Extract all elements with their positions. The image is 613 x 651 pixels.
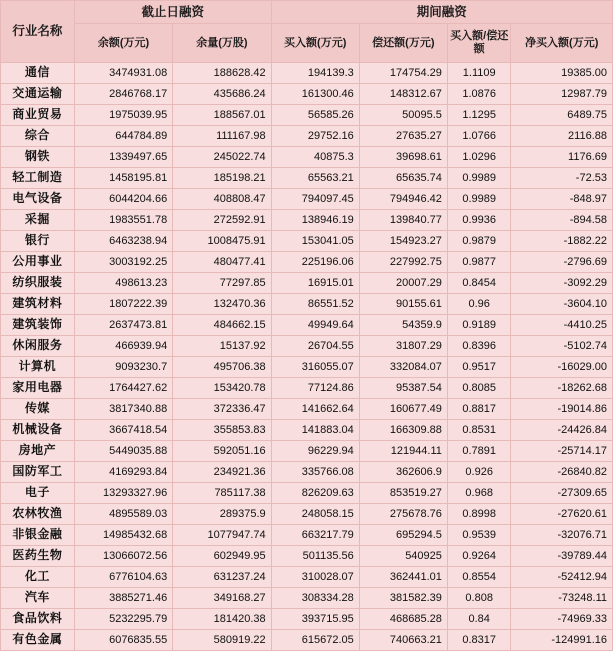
cell-buy-amount: 308334.28 xyxy=(271,588,359,609)
cell-buy-repay-ratio: 0.9879 xyxy=(447,231,511,252)
cell-repay-amount: 740663.21 xyxy=(359,630,447,651)
cell-shares: 785117.38 xyxy=(173,483,271,504)
cell-industry-name: 医药生物 xyxy=(1,546,75,567)
cell-repay-amount: 332084.07 xyxy=(359,357,447,378)
cell-buy-repay-ratio: 0.808 xyxy=(447,588,511,609)
cell-balance: 3667418.54 xyxy=(74,420,172,441)
cell-repay-amount: 166309.88 xyxy=(359,420,447,441)
table-row xyxy=(1,546,613,567)
cell-industry-name: 采掘 xyxy=(1,210,75,231)
table-row xyxy=(1,84,613,105)
table-row xyxy=(1,630,613,651)
cell-shares: 435686.24 xyxy=(173,84,271,105)
table-row xyxy=(1,357,613,378)
cell-shares: 77297.85 xyxy=(173,273,271,294)
cell-repay-amount: 362606.9 xyxy=(359,462,447,483)
cell-net-buy-amount: -3604.10 xyxy=(511,294,613,315)
cell-net-buy-amount: -19014.86 xyxy=(511,399,613,420)
cell-net-buy-amount: 6489.75 xyxy=(511,105,613,126)
cell-net-buy-amount: -24426.84 xyxy=(511,420,613,441)
table-row xyxy=(1,483,613,504)
cell-buy-repay-ratio: 1.0766 xyxy=(447,126,511,147)
table-row xyxy=(1,315,613,336)
cell-buy-repay-ratio: 0.96 xyxy=(447,294,511,315)
cell-net-buy-amount: -26840.82 xyxy=(511,462,613,483)
cell-industry-name: 通信 xyxy=(1,63,75,84)
cell-shares: 580919.22 xyxy=(173,630,271,651)
cell-buy-repay-ratio: 1.0296 xyxy=(447,147,511,168)
cell-industry-name: 钢铁 xyxy=(1,147,75,168)
cell-repay-amount: 50095.5 xyxy=(359,105,447,126)
cell-net-buy-amount: -32076.71 xyxy=(511,525,613,546)
table-body xyxy=(1,63,613,651)
cell-repay-amount: 139840.77 xyxy=(359,210,447,231)
table-row xyxy=(1,252,613,273)
cell-net-buy-amount: 2116.88 xyxy=(511,126,613,147)
cell-buy-amount: 225196.06 xyxy=(271,252,359,273)
cell-repay-amount: 468685.28 xyxy=(359,609,447,630)
cell-net-buy-amount: -3092.29 xyxy=(511,273,613,294)
cell-repay-amount: 121944.11 xyxy=(359,441,447,462)
table-row xyxy=(1,189,613,210)
cell-repay-amount: 54359.9 xyxy=(359,315,447,336)
cell-net-buy-amount: -25714.17 xyxy=(511,441,613,462)
cell-buy-repay-ratio: 1.1109 xyxy=(447,63,511,84)
cell-buy-repay-ratio: 0.8817 xyxy=(447,399,511,420)
cell-balance: 1458195.81 xyxy=(74,168,172,189)
cell-buy-amount: 77124.86 xyxy=(271,378,359,399)
cell-shares: 355853.83 xyxy=(173,420,271,441)
cell-net-buy-amount: -52412.94 xyxy=(511,567,613,588)
cell-buy-amount: 248058.15 xyxy=(271,504,359,525)
cell-net-buy-amount: -894.58 xyxy=(511,210,613,231)
cell-industry-name: 综合 xyxy=(1,126,75,147)
cell-industry-name: 商业贸易 xyxy=(1,105,75,126)
cell-shares: 188567.01 xyxy=(173,105,271,126)
cell-repay-amount: 794946.42 xyxy=(359,189,447,210)
cell-buy-amount: 141662.64 xyxy=(271,399,359,420)
cell-balance: 1983551.78 xyxy=(74,210,172,231)
cell-industry-name: 轻工制造 xyxy=(1,168,75,189)
cell-shares: 408808.47 xyxy=(173,189,271,210)
header-balance: 余额(万元) xyxy=(74,24,172,63)
cell-repay-amount: 695294.5 xyxy=(359,525,447,546)
cell-net-buy-amount: -5102.74 xyxy=(511,336,613,357)
cell-net-buy-amount: -4410.25 xyxy=(511,315,613,336)
header-buy-amount: 买入额(万元) xyxy=(271,24,359,63)
cell-industry-name: 纺织服装 xyxy=(1,273,75,294)
cell-balance: 1807222.39 xyxy=(74,294,172,315)
cell-buy-repay-ratio: 0.9264 xyxy=(447,546,511,567)
cell-balance: 6776104.63 xyxy=(74,567,172,588)
header-repay-amount: 偿还额(万元) xyxy=(359,24,447,63)
cell-balance: 498613.23 xyxy=(74,273,172,294)
table-row xyxy=(1,399,613,420)
cell-industry-name: 机械设备 xyxy=(1,420,75,441)
cell-industry-name: 银行 xyxy=(1,231,75,252)
table-row xyxy=(1,147,613,168)
header-industry-name: 行业名称 xyxy=(1,1,75,63)
cell-buy-repay-ratio: 0.9517 xyxy=(447,357,511,378)
cell-industry-name: 农林牧渔 xyxy=(1,504,75,525)
cell-buy-amount: 40875.3 xyxy=(271,147,359,168)
cell-buy-repay-ratio: 0.9989 xyxy=(447,168,511,189)
table-row xyxy=(1,588,613,609)
cell-repay-amount: 275678.76 xyxy=(359,504,447,525)
cell-buy-repay-ratio: 0.8085 xyxy=(447,378,511,399)
table-row xyxy=(1,126,613,147)
cell-repay-amount: 540925 xyxy=(359,546,447,567)
cell-industry-name: 计算机 xyxy=(1,357,75,378)
cell-buy-amount: 138946.19 xyxy=(271,210,359,231)
cell-shares: 484662.15 xyxy=(173,315,271,336)
cell-net-buy-amount: -18262.68 xyxy=(511,378,613,399)
cell-shares: 245022.74 xyxy=(173,147,271,168)
cell-repay-amount: 174754.29 xyxy=(359,63,447,84)
cell-net-buy-amount: -39789.44 xyxy=(511,546,613,567)
cell-balance: 3474931.08 xyxy=(74,63,172,84)
table-row xyxy=(1,504,613,525)
cell-repay-amount: 39698.61 xyxy=(359,147,447,168)
cell-shares: 289375.9 xyxy=(173,504,271,525)
table-row xyxy=(1,609,613,630)
cell-shares: 1077947.74 xyxy=(173,525,271,546)
cell-shares: 153420.78 xyxy=(173,378,271,399)
cell-net-buy-amount: -848.97 xyxy=(511,189,613,210)
cell-industry-name: 非银金融 xyxy=(1,525,75,546)
cell-buy-amount: 663217.79 xyxy=(271,525,359,546)
cell-repay-amount: 381582.39 xyxy=(359,588,447,609)
header-sub-row xyxy=(1,24,613,63)
cell-shares: 15137.92 xyxy=(173,336,271,357)
cell-shares: 181420.38 xyxy=(173,609,271,630)
cell-buy-repay-ratio: 0.8454 xyxy=(447,273,511,294)
cell-industry-name: 传媒 xyxy=(1,399,75,420)
cell-repay-amount: 20007.29 xyxy=(359,273,447,294)
cell-balance: 3885271.46 xyxy=(74,588,172,609)
cell-repay-amount: 154923.27 xyxy=(359,231,447,252)
table-row xyxy=(1,63,613,84)
cell-balance: 1339497.65 xyxy=(74,147,172,168)
cell-repay-amount: 148312.67 xyxy=(359,84,447,105)
cell-industry-name: 电气设备 xyxy=(1,189,75,210)
table-row xyxy=(1,525,613,546)
cell-repay-amount: 160677.49 xyxy=(359,399,447,420)
header-group-row xyxy=(1,1,613,24)
cell-shares: 631237.24 xyxy=(173,567,271,588)
cell-buy-repay-ratio: 1.1295 xyxy=(447,105,511,126)
cell-buy-repay-ratio: 0.9539 xyxy=(447,525,511,546)
cell-shares: 132470.36 xyxy=(173,294,271,315)
cell-buy-amount: 194139.3 xyxy=(271,63,359,84)
cell-buy-amount: 335766.08 xyxy=(271,462,359,483)
cell-industry-name: 休闲服务 xyxy=(1,336,75,357)
header-shares: 余量(万股) xyxy=(173,24,271,63)
cell-industry-name: 家用电器 xyxy=(1,378,75,399)
cell-balance: 4895589.03 xyxy=(74,504,172,525)
cell-balance: 5449035.88 xyxy=(74,441,172,462)
cell-buy-repay-ratio: 0.8396 xyxy=(447,336,511,357)
cell-shares: 272592.91 xyxy=(173,210,271,231)
cell-net-buy-amount: -2796.69 xyxy=(511,252,613,273)
table-header xyxy=(1,1,613,63)
cell-buy-repay-ratio: 0.926 xyxy=(447,462,511,483)
cell-net-buy-amount: -1882.22 xyxy=(511,231,613,252)
cell-shares: 234921.36 xyxy=(173,462,271,483)
header-group-period: 期间融资 xyxy=(271,1,612,24)
cell-buy-repay-ratio: 0.9877 xyxy=(447,252,511,273)
cell-repay-amount: 227992.75 xyxy=(359,252,447,273)
cell-buy-amount: 49949.64 xyxy=(271,315,359,336)
table-row xyxy=(1,420,613,441)
cell-balance: 4169293.84 xyxy=(74,462,172,483)
cell-balance: 466939.94 xyxy=(74,336,172,357)
cell-buy-amount: 153041.05 xyxy=(271,231,359,252)
table-row xyxy=(1,105,613,126)
cell-repay-amount: 853519.27 xyxy=(359,483,447,504)
cell-industry-name: 有色金属 xyxy=(1,630,75,651)
cell-buy-repay-ratio: 0.9189 xyxy=(447,315,511,336)
cell-shares: 372336.47 xyxy=(173,399,271,420)
cell-buy-amount: 29752.16 xyxy=(271,126,359,147)
table-row xyxy=(1,210,613,231)
cell-buy-repay-ratio: 0.84 xyxy=(447,609,511,630)
cell-buy-amount: 16915.01 xyxy=(271,273,359,294)
table-row xyxy=(1,168,613,189)
cell-industry-name: 公用事业 xyxy=(1,252,75,273)
cell-net-buy-amount: 12987.79 xyxy=(511,84,613,105)
header-buy-repay-ratio: 买入额/偿还额 xyxy=(447,24,511,63)
cell-net-buy-amount: -16029.00 xyxy=(511,357,613,378)
table-row xyxy=(1,378,613,399)
cell-balance: 3817340.88 xyxy=(74,399,172,420)
table-row xyxy=(1,567,613,588)
cell-shares: 188628.42 xyxy=(173,63,271,84)
cell-industry-name: 电子 xyxy=(1,483,75,504)
header-net-buy-amount: 净买入额(万元) xyxy=(511,24,613,63)
cell-shares: 349168.27 xyxy=(173,588,271,609)
cell-repay-amount: 65635.74 xyxy=(359,168,447,189)
table-row xyxy=(1,294,613,315)
cell-repay-amount: 27635.27 xyxy=(359,126,447,147)
cell-balance: 644784.89 xyxy=(74,126,172,147)
cell-repay-amount: 95387.54 xyxy=(359,378,447,399)
cell-buy-amount: 56585.26 xyxy=(271,105,359,126)
cell-net-buy-amount: -27620.61 xyxy=(511,504,613,525)
cell-buy-amount: 96229.94 xyxy=(271,441,359,462)
cell-net-buy-amount: -73248.11 xyxy=(511,588,613,609)
cell-balance: 2637473.81 xyxy=(74,315,172,336)
cell-industry-name: 国防军工 xyxy=(1,462,75,483)
cell-buy-repay-ratio: 0.968 xyxy=(447,483,511,504)
cell-industry-name: 汽车 xyxy=(1,588,75,609)
header-group-cutoff: 截止日融资 xyxy=(74,1,271,24)
cell-industry-name: 食品饮料 xyxy=(1,609,75,630)
cell-net-buy-amount: -74969.33 xyxy=(511,609,613,630)
cell-net-buy-amount: -27309.65 xyxy=(511,483,613,504)
cell-net-buy-amount: -124991.16 xyxy=(511,630,613,651)
cell-balance: 13066072.56 xyxy=(74,546,172,567)
cell-balance: 1764427.62 xyxy=(74,378,172,399)
cell-industry-name: 建筑材料 xyxy=(1,294,75,315)
table-row xyxy=(1,462,613,483)
cell-shares: 495706.38 xyxy=(173,357,271,378)
cell-buy-amount: 316055.07 xyxy=(271,357,359,378)
cell-buy-amount: 393715.95 xyxy=(271,609,359,630)
table-row xyxy=(1,336,613,357)
table-row xyxy=(1,273,613,294)
cell-shares: 185198.21 xyxy=(173,168,271,189)
cell-repay-amount: 31807.29 xyxy=(359,336,447,357)
cell-buy-amount: 26704.55 xyxy=(271,336,359,357)
cell-buy-amount: 65563.21 xyxy=(271,168,359,189)
cell-industry-name: 房地产 xyxy=(1,441,75,462)
cell-buy-amount: 310028.07 xyxy=(271,567,359,588)
cell-buy-amount: 615672.05 xyxy=(271,630,359,651)
cell-net-buy-amount: 19385.00 xyxy=(511,63,613,84)
cell-net-buy-amount: -72.53 xyxy=(511,168,613,189)
cell-repay-amount: 90155.61 xyxy=(359,294,447,315)
cell-balance: 9093230.7 xyxy=(74,357,172,378)
cell-buy-amount: 826209.63 xyxy=(271,483,359,504)
table-row xyxy=(1,441,613,462)
cell-balance: 13293327.96 xyxy=(74,483,172,504)
cell-net-buy-amount: 1176.69 xyxy=(511,147,613,168)
cell-buy-amount: 161300.46 xyxy=(271,84,359,105)
cell-balance: 1975039.95 xyxy=(74,105,172,126)
cell-buy-repay-ratio: 1.0876 xyxy=(447,84,511,105)
cell-buy-repay-ratio: 0.8554 xyxy=(447,567,511,588)
cell-repay-amount: 362441.01 xyxy=(359,567,447,588)
cell-shares: 602949.95 xyxy=(173,546,271,567)
cell-industry-name: 建筑装饰 xyxy=(1,315,75,336)
cell-buy-repay-ratio: 0.8998 xyxy=(447,504,511,525)
cell-balance: 2846768.17 xyxy=(74,84,172,105)
cell-buy-repay-ratio: 0.8317 xyxy=(447,630,511,651)
cell-industry-name: 交通运输 xyxy=(1,84,75,105)
table-row xyxy=(1,231,613,252)
cell-buy-repay-ratio: 0.9989 xyxy=(447,189,511,210)
cell-shares: 1008475.91 xyxy=(173,231,271,252)
cell-shares: 592051.16 xyxy=(173,441,271,462)
cell-buy-amount: 86551.52 xyxy=(271,294,359,315)
cell-balance: 5232295.79 xyxy=(74,609,172,630)
cell-buy-amount: 794097.45 xyxy=(271,189,359,210)
cell-buy-repay-ratio: 0.7891 xyxy=(447,441,511,462)
cell-shares: 111167.98 xyxy=(173,126,271,147)
cell-industry-name: 化工 xyxy=(1,567,75,588)
cell-balance: 14985432.68 xyxy=(74,525,172,546)
cell-balance: 6076835.55 xyxy=(74,630,172,651)
cell-buy-amount: 501135.56 xyxy=(271,546,359,567)
cell-buy-repay-ratio: 0.9936 xyxy=(447,210,511,231)
cell-shares: 480477.41 xyxy=(173,252,271,273)
cell-balance: 6044204.66 xyxy=(74,189,172,210)
cell-balance: 3003192.25 xyxy=(74,252,172,273)
cell-balance: 6463238.94 xyxy=(74,231,172,252)
cell-buy-repay-ratio: 0.8531 xyxy=(447,420,511,441)
cell-buy-amount: 141883.04 xyxy=(271,420,359,441)
